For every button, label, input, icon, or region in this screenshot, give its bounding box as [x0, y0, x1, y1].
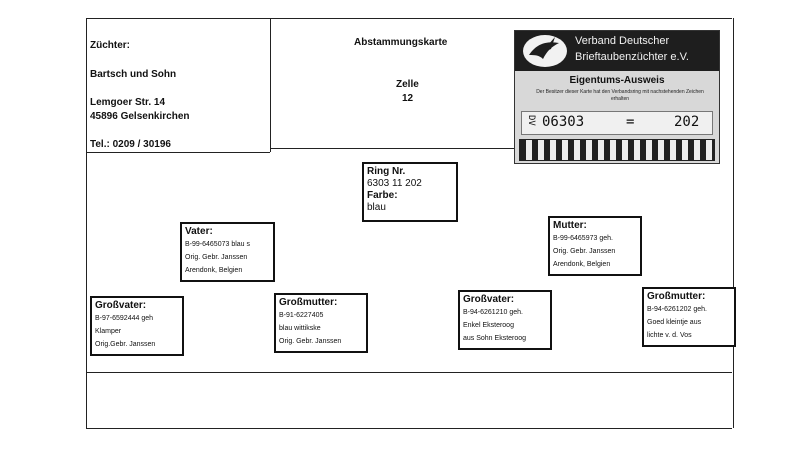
grandparent-label: Großvater:: [463, 294, 515, 305]
cell-number: 12: [402, 93, 414, 104]
grandfather-paternal-box: [90, 296, 184, 356]
top-border: [86, 18, 732, 19]
badge-separator: =: [626, 114, 635, 130]
badge-pattern: [519, 139, 715, 161]
grandparent-line1: B-97-6592444 geh: [95, 315, 153, 322]
ownership-badge: [514, 30, 720, 164]
grandparent-line2: Enkel Eksteroog: [463, 322, 514, 329]
badge-title: Eigentums-Ausweis: [569, 75, 665, 86]
breeder-label: Züchter:: [90, 40, 130, 51]
grandparent-label: Großmutter:: [647, 291, 706, 302]
grandparent-line2: blau wittikske: [279, 325, 321, 332]
lower-divider: [86, 372, 732, 373]
grandfather-maternal-box: [458, 290, 552, 350]
grandparent-line3: aus Sohn Eksteroog: [463, 335, 527, 342]
father-box: [180, 222, 275, 282]
grandparent-line1: B-91-6227405: [279, 312, 324, 319]
grandparent-line1: B-94-6261210 geh.: [463, 309, 523, 316]
breeder-name: Bartsch und Sohn: [90, 69, 177, 80]
badge-org-line2: Brieftaubenzüchter e.V.: [575, 51, 689, 63]
cell-label: Zelle: [396, 79, 419, 90]
grandparent-line2: Klamper: [95, 328, 122, 335]
breeder-phone: Tel.: 0209 / 30196: [90, 139, 171, 150]
grandparent-line3: Orig. Gebr. Janssen: [279, 338, 342, 345]
badge-suffix: 202: [674, 114, 700, 130]
mother-line3: Arendonk, Belgien: [553, 261, 611, 268]
mother-box: [548, 216, 642, 276]
ring-number: 6303 11 202: [367, 178, 422, 189]
breeder-street: Lemgoer Str. 14: [90, 97, 166, 108]
badge-org-line1: Verband Deutscher: [575, 35, 670, 47]
mother-line2: Orig. Gebr. Janssen: [553, 248, 616, 255]
father-line3: Arendonk, Belgien: [185, 267, 243, 274]
ring-color-label: Farbe:: [367, 190, 398, 201]
header-bottom-line-left: [86, 152, 270, 153]
badge-prefix: DV: [526, 115, 536, 126]
badge-number: 06303: [542, 114, 585, 130]
card-title: Abstammungskarte: [354, 37, 448, 48]
badge-header: [515, 31, 719, 71]
grandparent-line3: lichte v. d. Vos: [647, 332, 692, 339]
grandparent-label: Großvater:: [95, 300, 147, 311]
ring-box: [362, 162, 458, 222]
grandparent-label: Großmutter:: [279, 297, 338, 308]
grandmother-paternal-box: [274, 293, 368, 353]
mother-label: Mutter:: [553, 220, 587, 231]
father-label: Vater:: [185, 226, 213, 237]
ring-label: Ring Nr.: [367, 166, 406, 177]
header-divider: [270, 18, 271, 152]
father-line1: B-99-6465073 blau s: [185, 241, 250, 248]
header-bottom-line-mid: [270, 148, 514, 149]
ring-color: blau: [367, 202, 386, 213]
grandparent-line3: Orig.Gebr. Janssen: [95, 341, 156, 348]
bottom-border: [86, 428, 732, 429]
breeder-city: 45896 Gelsenkirchen: [90, 111, 190, 122]
grandmother-maternal-box: [642, 287, 736, 347]
father-line2: Orig. Gebr. Janssen: [185, 254, 248, 261]
grandparent-line1: B-94-6261202 geh.: [647, 306, 707, 313]
grandparent-line2: Goed kleintje aus: [647, 319, 702, 326]
badge-number-row: [521, 111, 713, 135]
dove-icon: [521, 33, 569, 69]
mother-line1: B-99-6465973 geh.: [553, 235, 613, 242]
badge-note: Der Besitzer dieser Karte hat den Verbandsring mit nachstehenden Zeichen erhalten: [536, 89, 704, 102]
